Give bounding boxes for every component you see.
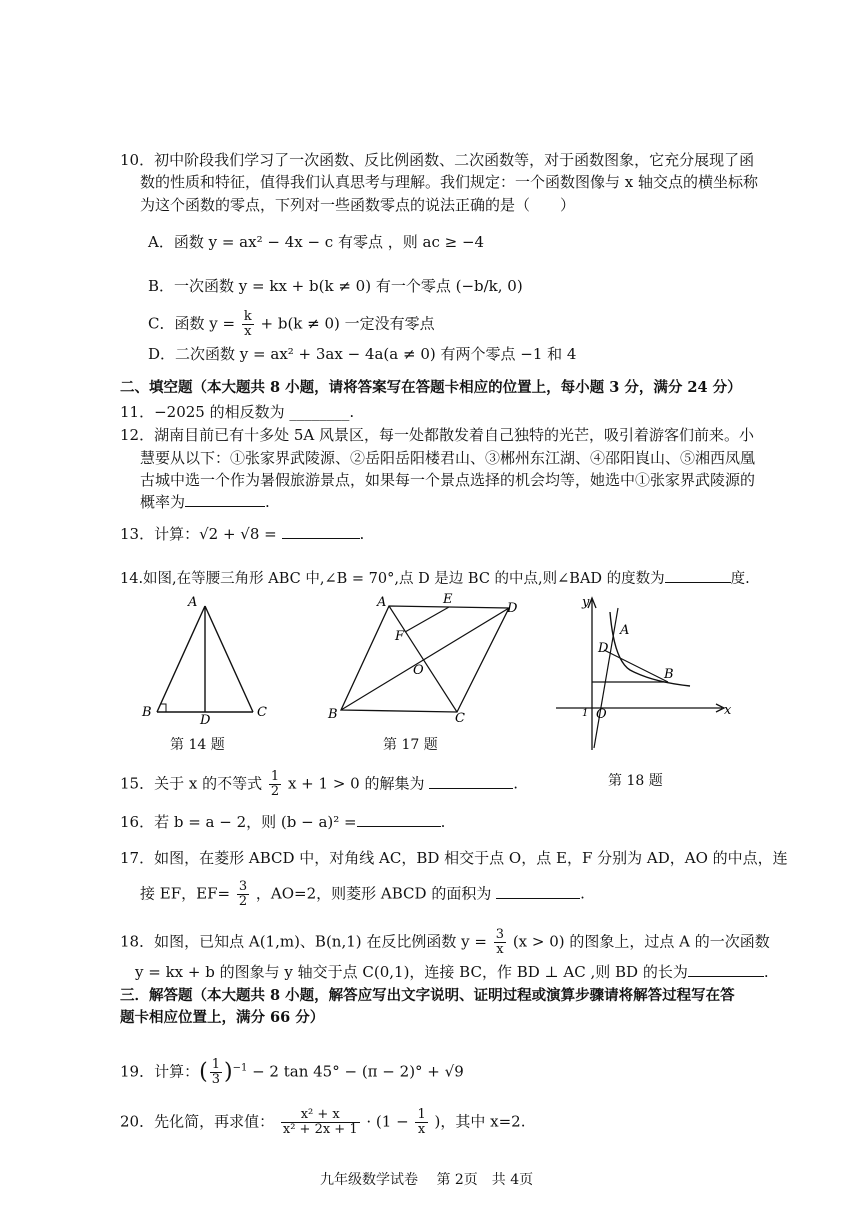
caption-17: 第 17 题: [383, 737, 438, 753]
fig14-label-b: B: [142, 705, 152, 720]
q20: 20．先化简，再求值： $\frac{\text{x² + x}}{\text{x² + 2x + 1}}$ · (1 − $\frac{1}{x}$ )，其中 x=2.: [120, 1107, 526, 1137]
fig18-label-d: D: [598, 641, 609, 656]
fig18-label-x: x: [724, 703, 732, 718]
fig18-label-y: y: [582, 595, 590, 610]
fig17-label-b: B: [328, 707, 338, 722]
q10-option-d: D．二次函数 y = ax² + 3ax − 4a(a ≠ 0) 有两个零点 −1 和 4: [148, 345, 577, 363]
q18-line2: y = kx + b 的图象与 y 轴交于点 C(0,1)，连接 BC，作 BD ⊥ AC ,则 BD 的长为 .: [135, 963, 769, 981]
figure-18: [552, 590, 742, 755]
q20-fraction: $\frac{\text{x² + x}}{\text{x² + 2x + 1}}$: [282, 1107, 358, 1137]
fig14-label-d: D: [200, 713, 211, 724]
q10-line2: 数的性质和特征，值得我们认真思考与理解。我们规定：一个函数图像与 x 轴交点的横坐标称: [140, 173, 758, 191]
caption-14: 第 14 题: [170, 737, 225, 753]
fig17-label-o: O: [413, 663, 424, 678]
q18-line1: 18．如图，已知点 A(1,m)、B(n,1) 在反比例函数 y = $\frac{3}{x}$ (x > 0) 的图象上，过点 A 的一次函数: [120, 927, 770, 957]
caption-18: 第 18 题: [608, 773, 663, 789]
section2-heading: 二、填空题（本大题共 8 小题，请将答案写在答题卡相应的位置上，每小题 3 分，满分 24 分）: [120, 379, 742, 396]
fig17-label-e: E: [443, 592, 453, 607]
fig14-label-a: A: [188, 595, 198, 610]
q10-option-b: B．一次函数 y = kx + b(k ≠ 0) 有一个零点 (−b/k, 0): [148, 277, 523, 295]
q17-line2: 接 EF，EF= $\frac{3}{2}$ ，AO=2，则菱形 ABCD 的面积为 .: [140, 879, 585, 909]
fig18-label-b: B: [664, 667, 674, 682]
q19: 19．计算：( $\frac{1}{3}$ )$^{-1}$ − 2 tan 45° − (π − 2)° + √9: [120, 1057, 464, 1087]
fig18-label-one: 1: [582, 708, 589, 719]
q10-option-a: A．函数 y = ax² − 4x − c 有零点 ，则 ac ≥ −4: [148, 233, 485, 251]
q17-fraction: $\frac{3}{2}$: [238, 879, 248, 909]
fig17-label-c: C: [455, 711, 465, 726]
figure-14: [140, 594, 275, 724]
q10-option-c: C．函数 y = $\frac{k}{x}$ + b(k ≠ 0) 一定没有零点: [148, 309, 435, 339]
q17-line1: 17．如图，在菱形 ABCD 中，对角线 AC，BD 相交于点 O，点 E，F 分别为 AD，AO 的中点，连: [120, 849, 788, 867]
section3-heading-line1: 三．解答题（本大题共 8 小题，解答应写出文字说明、证明过程或演算步骤请将解答过程写在答: [120, 987, 735, 1004]
q15-fraction: $\frac{1}{2}$: [270, 769, 280, 799]
q12-line2: 慧要从以下：①张家界武陵源、②岳阳岳阳楼君山、③郴州东江湖、④邵阳崀山、⑤湘西凤凰: [140, 449, 756, 467]
q11: 11．−2025 的相反数为 ________.: [120, 403, 355, 421]
fig18-label-a: A: [620, 623, 630, 638]
fig17-label-f: F: [395, 629, 405, 644]
fig17-label-d: D: [507, 601, 518, 616]
q12-line4: 概率为 .: [140, 493, 270, 511]
q12-line1: 12．湖南目前已有十多处 5A 风景区，每一处都散发着自己独特的光芒，吸引着游客们前来。小: [120, 426, 755, 444]
figure-17: [325, 592, 525, 727]
page-footer: 九年级数学试卷 第 2页 共 4页: [320, 1172, 534, 1188]
q10-c-fraction: $\frac{k}{x}$: [243, 309, 252, 339]
q16: 16．若 b = a − 2，则 (b − a)² = .: [120, 813, 446, 831]
q10-line3: 为这个函数的零点，下列对一些函数零点的说法正确的是（ ）: [140, 196, 576, 214]
q12-line3: 古城中选一个作为暑假旅游景点，如果每一个景点选择的机会均等，她选中①张家界武陵源的: [140, 471, 756, 489]
q14: 14.如图,在等腰三角形 ABC 中,∠B = 70°,点 D 是边 BC 的中点,则∠BAD 的度数为 度.: [120, 568, 750, 589]
q20-inner-fraction: $\frac{1}{x}$: [417, 1107, 426, 1137]
section3-heading-line2: 题卡相应位置上，满分 66 分）: [120, 1009, 325, 1026]
q18-fraction: $\frac{3}{x}$: [495, 927, 505, 957]
fig17-label-a: A: [377, 595, 387, 610]
q15: 15．关于 x 的不等式 $\frac{1}{2}$ x + 1 > 0 的解集为 .: [120, 769, 519, 799]
q10-line1: 10．初中阶段我们学习了一次函数、反比例函数、二次函数等，对于函数图象，它充分展现了函: [120, 151, 755, 169]
fig18-label-o: O: [596, 707, 607, 722]
q13: 13．计算：√2 + √8 = .: [120, 525, 365, 543]
fig14-label-c: C: [257, 705, 267, 720]
